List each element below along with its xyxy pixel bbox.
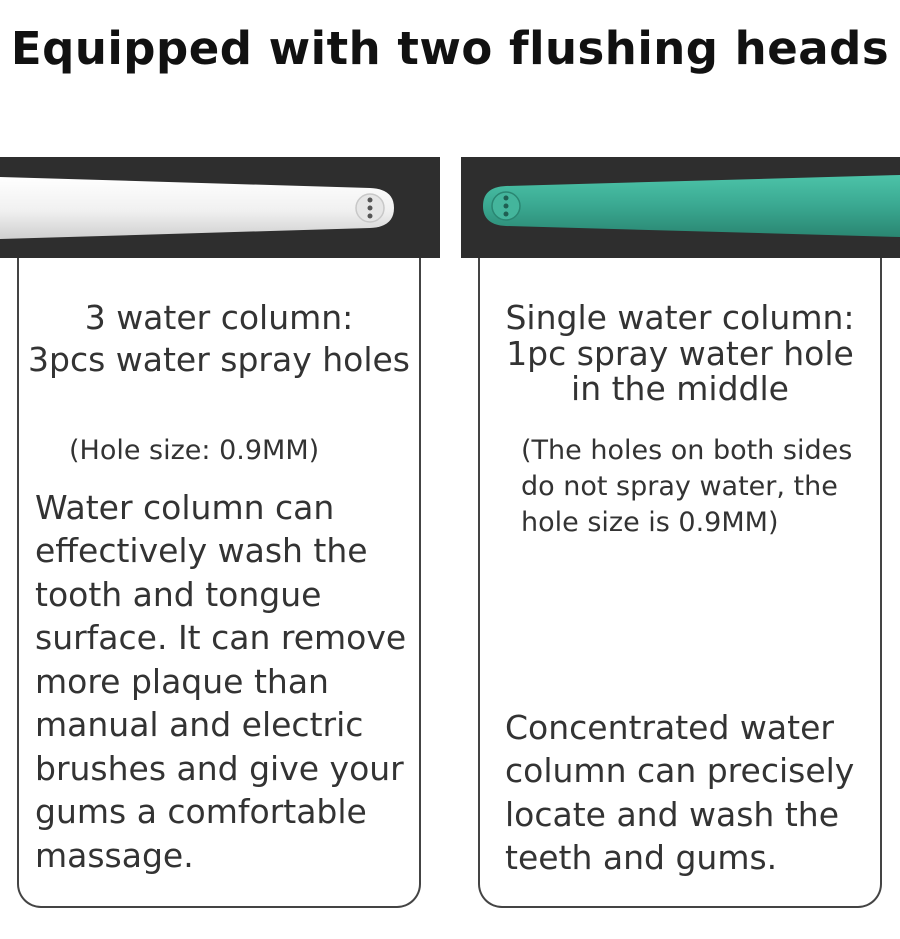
right-heading-line-1: Single water column: xyxy=(505,298,855,337)
left-body-line: brushes and give your xyxy=(35,749,404,788)
left-body-line: manual and electric xyxy=(35,705,364,744)
right-heading-line-2: 1pc spray water hole xyxy=(506,334,854,373)
right-hole-note-line: do not spray water, the xyxy=(521,471,838,502)
left-body-line: surface. It can remove xyxy=(35,618,407,657)
right-heading-line-3: in the middle xyxy=(571,369,789,408)
left-hole-size-note: (Hole size: 0.9MM) xyxy=(69,435,320,466)
right-hole-note-line: hole size is 0.9MM) xyxy=(521,507,779,538)
right-body-line: Concentrated water xyxy=(505,708,834,747)
right-hole-note-line: (The holes on both sides xyxy=(521,435,853,466)
left-body-line: tooth and tongue xyxy=(35,575,322,614)
page-title: Equipped with two flushing heads xyxy=(10,22,890,75)
white-nozzle-head-image xyxy=(0,157,440,258)
right-body-line: teeth and gums. xyxy=(505,838,778,877)
left-body-line: gums a comfortable xyxy=(35,792,367,831)
right-body-line: locate and wash the xyxy=(505,795,839,834)
left-body-line: effectively wash the xyxy=(35,531,368,570)
left-heading-line-2: 3pcs water spray holes xyxy=(28,340,410,379)
left-heading-line-1: 3 water column: xyxy=(84,298,354,337)
green-nozzle-head-image xyxy=(461,157,900,258)
left-body-line: Water column can xyxy=(35,488,335,527)
right-body-line: column can precisely xyxy=(505,751,855,790)
left-body-line: more plaque than xyxy=(35,662,329,701)
left-body-line: massage. xyxy=(35,836,194,875)
